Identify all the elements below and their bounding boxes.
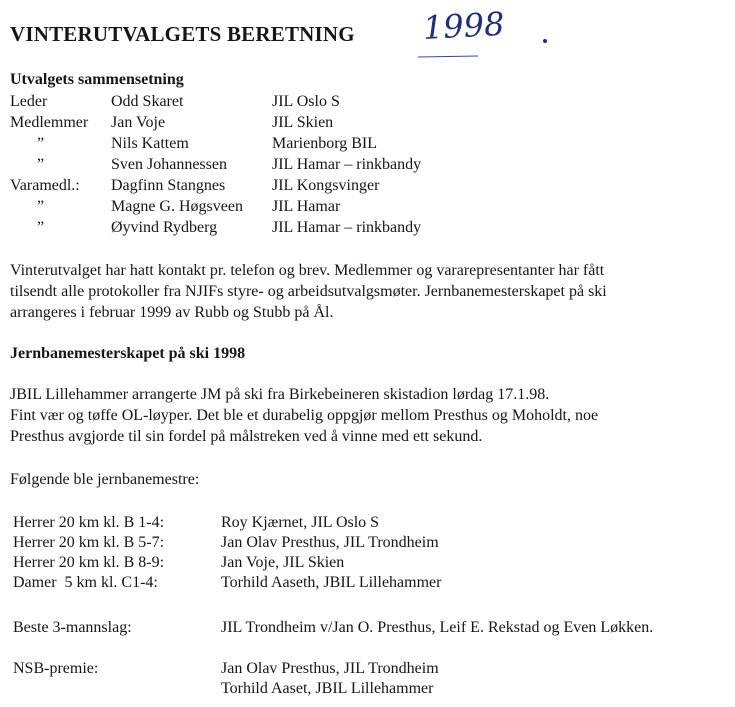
result-winner: Jan Voje, JIL Skien	[221, 554, 345, 571]
committee-member-row	[10, 154, 710, 175]
result-winner: JIL Trondheim v/Jan O. Presthus, Leif E. Rekstad og Even Løkken.	[221, 619, 654, 636]
committee-member-row	[10, 133, 710, 154]
committee-member-row	[10, 175, 710, 196]
result-winner: Jan Olav Presthus, JIL Trondheim	[221, 534, 439, 551]
member-club: JIL Skien	[272, 114, 334, 131]
intro-line: arrangeres i februar 1999 av Rubb og Stubb på Ål.	[10, 304, 334, 321]
team-result-row	[13, 618, 723, 638]
member-name: Øyvind Rydberg	[111, 219, 218, 236]
result-winner: Jan Olav Presthus, JIL Trondheim	[221, 660, 439, 677]
committee-member-row	[10, 196, 710, 217]
nsb-prize-row	[13, 679, 723, 699]
result-class: Herrer 20 km kl. B 1-4:	[13, 514, 165, 531]
winners-intro: Følgende ble jernbanemestre:	[10, 471, 200, 488]
result-class: Beste 3-mannslag:	[13, 619, 132, 636]
intro-line: Vinterutvalget har hatt kontakt pr. telefon og brev. Medlemmer og vararepresentanter har fått	[10, 262, 605, 279]
result-class: NSB-premie:	[13, 660, 99, 677]
member-name: Sven Johannessen	[111, 156, 227, 173]
result-row	[13, 573, 723, 593]
document-title: VINTERUTVALGETS BERETNING	[10, 22, 355, 46]
intro-line: tilsendt alle protokoller fra NJIFs styre- og arbeidsutvalgsmøter. Jernbanemesterskapet på ski	[10, 283, 607, 300]
championship-heading: Jernbanemesterskapet på ski 1998	[10, 345, 246, 362]
member-role: Varamedl.:	[10, 177, 80, 194]
handwritten-underline	[418, 55, 478, 57]
member-club: JIL Hamar – rinkbandy	[272, 219, 422, 236]
result-class: Damer 5 km kl. C1-4:	[13, 574, 158, 591]
member-name: Nils Kattem	[111, 135, 189, 152]
championship-line: JBIL Lillehammer arrangerte JM på ski fra Birkebeineren skistadion lørdag 17.1.98.	[10, 386, 550, 403]
committee-heading: Utvalgets sammensetning	[10, 71, 184, 88]
nsb-prize-row	[13, 659, 723, 679]
result-winner: Torhild Aaset, JBIL Lillehammer	[221, 680, 434, 697]
committee-member-row	[10, 91, 710, 112]
member-role: ”	[37, 135, 45, 152]
result-winner: Roy Kjærnet, JIL Oslo S	[221, 514, 380, 531]
result-row	[13, 513, 723, 533]
member-club: JIL Hamar – rinkbandy	[272, 156, 422, 173]
committee-member-row	[10, 112, 710, 133]
championship-line: Fint vær og tøffe OL-løyper. Det ble et durabelig oppgjør mellom Presthus og Moholdt, noe	[10, 407, 599, 424]
member-name: Jan Voje	[111, 114, 166, 131]
member-name: Odd Skaret	[111, 93, 184, 110]
member-club: JIL Hamar	[272, 198, 341, 215]
handwritten-year: 1998	[422, 4, 506, 47]
result-class: Herrer 20 km kl. B 5-7:	[13, 534, 165, 551]
member-role: ”	[37, 219, 45, 236]
member-name: Dagfinn Stangnes	[111, 177, 226, 194]
member-role: ”	[37, 156, 45, 173]
member-role: Medlemmer	[10, 114, 89, 131]
result-class: Herrer 20 km kl. B 8-9:	[13, 554, 165, 571]
result-row	[13, 553, 723, 573]
member-club: Marienborg BIL	[272, 135, 378, 152]
handwritten-dot	[543, 39, 547, 43]
member-club: JIL Kongsvinger	[272, 177, 380, 194]
result-winner: Torhild Aaseth, JBIL Lillehammer	[221, 574, 442, 591]
result-row	[13, 533, 723, 553]
committee-member-row	[10, 217, 710, 238]
member-role: Leder	[10, 93, 48, 110]
member-name: Magne G. Høgsveen	[111, 198, 243, 215]
member-role: ”	[37, 198, 45, 215]
championship-line: Presthus avgjorde til sin fordel på målstreken ved å vinne med ett sekund.	[10, 428, 483, 445]
member-club: JIL Oslo S	[272, 93, 340, 110]
